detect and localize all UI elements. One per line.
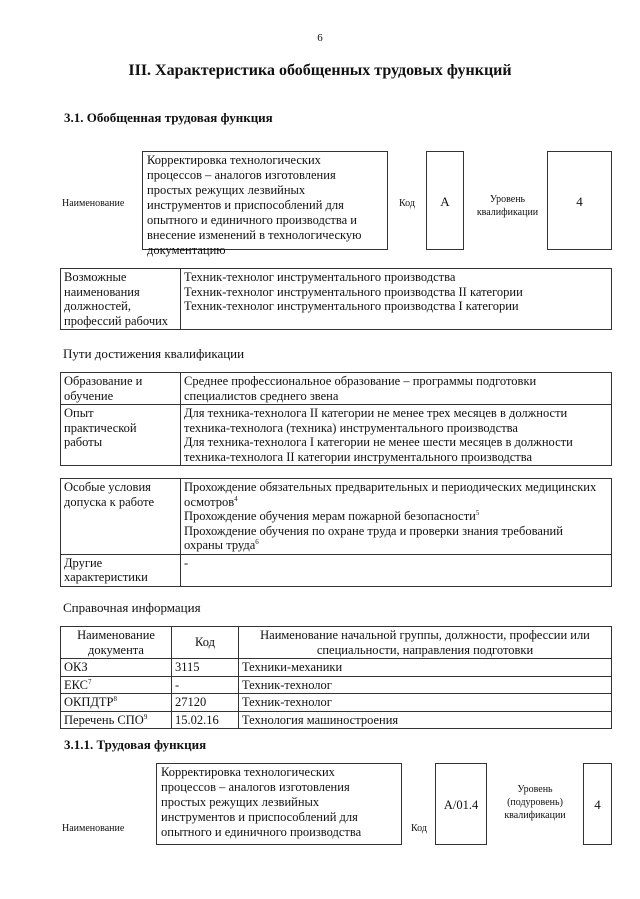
tf-name-line: опытного и единичного производства (161, 825, 362, 839)
positions-label-line: должностей, (64, 299, 131, 313)
ref-header-line: Наименование начальной группы, должности, профессии или (260, 628, 590, 642)
condition-line: Прохождение обязательных предварительных и периодических медицинских (184, 480, 597, 494)
other-label-line: характеристики (64, 570, 148, 584)
conditions-label (61, 479, 181, 555)
footnote-ref[interactable]: 7 (88, 677, 92, 686)
paths-table (60, 372, 612, 466)
experience-line: Для техника-технолога II категории не менее трех месяцев в должности (184, 406, 568, 420)
tf-heading: 3.1.1. Трудовая функция (64, 737, 207, 752)
footnote-ref[interactable]: 9 (143, 712, 148, 721)
experience-line: техника-технолога (техника) инструментального производства (184, 420, 518, 435)
footnote-ref[interactable]: 6 (255, 537, 259, 546)
gtf-code-label: Код (399, 198, 415, 209)
ref-doc (61, 676, 172, 694)
experience-label-line: работы (64, 435, 103, 449)
condition-text: охраны труда (184, 538, 256, 552)
ref-name: Техник-технолог (239, 676, 612, 694)
gtf-name-line: инструментов и приспособлений для (147, 198, 344, 212)
positions-label-line: профессий рабочих (64, 313, 169, 328)
condition-line: Прохождение обучения по охране труда и проверки знания требований (184, 523, 563, 538)
ref-doc (61, 694, 172, 712)
education-label-line: Образование и (64, 374, 143, 388)
tf-name-label: Наименование (62, 823, 125, 834)
experience-label-line: Опыт (64, 406, 94, 420)
tf-name-line: Корректировка технологических (161, 765, 335, 779)
tf-level-label-line: (подуровень) (507, 797, 563, 808)
positions-table (60, 268, 612, 330)
position-item: Техник-технолог инструментального производства (184, 270, 456, 284)
experience-label-line: практической (64, 420, 137, 435)
ref-name: Технология машиностроения (239, 711, 612, 729)
condition-text: Прохождение обучения мерам пожарной безопасности (184, 509, 476, 523)
education-line: специалистов среднего звена (184, 388, 339, 403)
tf-name-box (156, 763, 402, 845)
experience-line: техника-технолога II категории инструментального производства (184, 449, 532, 464)
gtf-level-label (470, 193, 545, 219)
ref-code: - (172, 676, 239, 694)
footnote-ref[interactable]: 4 (234, 494, 238, 503)
position-item: Техник-технолог инструментального производства I категории (184, 299, 519, 313)
position-item: Техник-технолог инструментального производства II категории (184, 284, 523, 299)
gtf-level-label-line: квалификации (476, 207, 539, 218)
condition-line (184, 509, 608, 524)
ref-code: 27120 (172, 694, 239, 712)
tf-name-line: простых режущих лезвийных (161, 795, 320, 809)
conditions-label-line: Особые условия (64, 480, 151, 494)
paths-heading: Пути достижения квалификации (63, 346, 245, 361)
footnote-ref[interactable]: 8 (113, 694, 118, 703)
gtf-name-line: опытного и единичного производства и (147, 213, 357, 227)
ref-name: Техник-технолог (239, 694, 612, 712)
footnote-ref[interactable]: 5 (475, 508, 480, 517)
ref-doc-text: ОКПДТР (64, 695, 114, 709)
ref-code: 3115 (172, 659, 239, 677)
conditions-label-line: допуска к работе (64, 494, 155, 509)
ref-header-line: документа (88, 642, 144, 657)
table-row (61, 659, 612, 677)
gtf-heading: 3.1. Обобщенная трудовая функция (64, 110, 273, 125)
table-row (61, 694, 612, 712)
tf-name-line: инструментов и приспособлений для (161, 810, 358, 824)
education-label-line: обучение (64, 388, 114, 403)
gtf-name-box (142, 151, 388, 257)
gtf-code-value: А (426, 151, 464, 250)
tf-level-label (495, 783, 575, 822)
other-label (61, 554, 181, 586)
ref-header-line: специальности, направления подготовки (316, 642, 534, 657)
ref-doc-text: ЕКС (64, 677, 88, 692)
gtf-name-line: Корректировка технологических (147, 153, 321, 167)
tf-level-label-line: квалификации (504, 810, 566, 821)
gtf-level-label-line: Уровень (489, 194, 526, 205)
ref-header-line: Наименование (77, 628, 155, 642)
gtf-level-value: 4 (547, 151, 612, 250)
condition-line (184, 538, 608, 553)
tf-level-label-line: Уровень (517, 784, 553, 795)
other-label-line: Другие (64, 555, 103, 570)
ref-doc: ОКЗ (61, 659, 172, 677)
gtf-name-line: документацию (147, 243, 226, 257)
experience-label (61, 405, 181, 466)
gtf-name-line: внесение изменений в технологическую (147, 228, 362, 242)
positions-label (61, 269, 181, 330)
ref-table (60, 626, 612, 729)
condition-text: осмотров (184, 494, 235, 509)
tf-code-label: Код (411, 823, 427, 834)
experience-line: Для техника-технолога I категории не менее шести месяцев в должности (184, 435, 573, 449)
condition-line (184, 495, 608, 510)
conditions-table (60, 478, 612, 587)
gtf-name-label: Наименование (62, 198, 125, 209)
ref-header-doc (61, 627, 172, 659)
ref-doc-text: Перечень СПО (64, 712, 144, 727)
ref-code: 15.02.16 (172, 711, 239, 729)
positions-label-line: наименования (64, 284, 140, 299)
positions-list (181, 269, 612, 330)
tf-code-value: A/01.4 (435, 763, 487, 845)
experience-value (181, 405, 612, 466)
ref-header-code: Код (172, 627, 239, 659)
ref-name: Техники-механики (239, 659, 612, 677)
positions-label-line: Возможные (64, 270, 127, 284)
gtf-name-line: простых режущих лезвийных (147, 183, 306, 197)
table-row (61, 676, 612, 694)
education-label (61, 373, 181, 405)
education-value (181, 373, 612, 405)
education-line: Среднее профессиональное образование – программы подготовки (184, 374, 537, 388)
section-title: III. Характеристика обобщенных трудовых функций (128, 62, 512, 79)
ref-heading: Справочная информация (63, 600, 201, 615)
page-number: 6 (317, 32, 323, 44)
tf-name-line: процессов – аналогов изготовления (161, 780, 350, 794)
gtf-name-line: процессов – аналогов изготовления (147, 168, 336, 182)
other-value: - (181, 554, 612, 586)
ref-header-name (239, 627, 612, 659)
ref-doc (61, 711, 172, 729)
conditions-value (181, 479, 612, 555)
table-row (61, 711, 612, 729)
tf-level-value: 4 (583, 763, 612, 845)
